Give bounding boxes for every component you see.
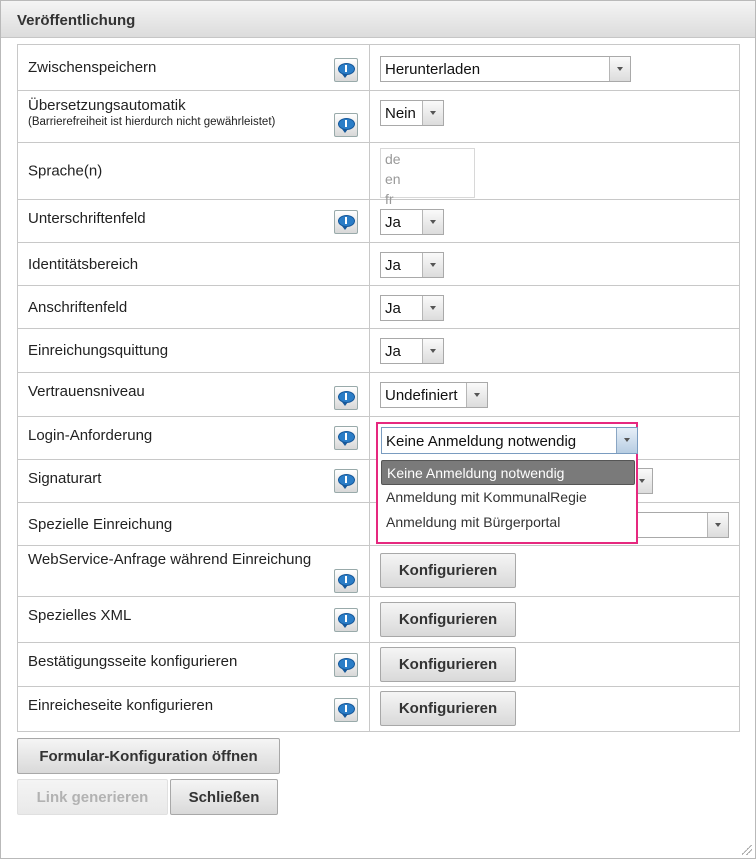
row-label-signature-field: Unterschriftenfeld	[28, 210, 146, 227]
languages-listbox[interactable]	[380, 148, 475, 207]
chevron-down-icon[interactable]	[422, 101, 443, 125]
chevron-down-icon[interactable]	[422, 253, 443, 277]
settings-table	[17, 44, 740, 732]
panel-title: Veröffentlichung	[17, 12, 136, 29]
generate-link-button[interactable]: Link generieren	[17, 779, 168, 815]
table-row	[18, 91, 740, 143]
row-label-webservice-request: WebService-Anfrage während Einreichung	[28, 551, 312, 568]
login-requirement-dropdown	[376, 422, 638, 544]
help-bubble-icon[interactable]	[334, 653, 358, 677]
chevron-down-icon[interactable]	[609, 57, 630, 81]
table-row	[18, 286, 740, 329]
table-row	[18, 243, 740, 286]
help-bubble-icon[interactable]	[334, 698, 358, 722]
login-requirement-select[interactable]: Keine Anmeldung notwendig	[381, 427, 638, 454]
configure-webservice-button[interactable]: Konfigurieren	[380, 553, 516, 588]
row-label-caching: Zwischenspeichern	[28, 59, 157, 76]
chevron-down-icon[interactable]	[422, 210, 443, 234]
address-field-select[interactable]: Ja	[380, 295, 444, 321]
row-label-confirmation-page: Bestätigungsseite konfigurieren	[28, 653, 238, 670]
dropdown-option[interactable]: Keine Anmeldung notwendig	[381, 460, 635, 485]
help-bubble-icon[interactable]	[334, 426, 358, 450]
row-label-special-xml: Spezielles XML	[28, 607, 132, 624]
table-row	[18, 597, 740, 643]
table-row	[18, 329, 740, 373]
chevron-down-icon[interactable]	[707, 513, 728, 537]
resize-grip-icon[interactable]	[742, 845, 752, 855]
list-item[interactable]: en	[385, 171, 401, 187]
chevron-down-icon[interactable]	[466, 383, 487, 407]
configure-xml-button[interactable]: Konfigurieren	[380, 602, 516, 637]
open-form-config-button[interactable]: Formular-Konfiguration öffnen	[17, 738, 280, 774]
row-label-trust-level: Vertrauensniveau	[28, 383, 145, 400]
help-bubble-icon[interactable]	[334, 210, 358, 234]
caching-select[interactable]: Herunterladen	[380, 56, 631, 82]
trust-level-select[interactable]: Undefiniert	[380, 382, 488, 408]
row-label-languages: Sprache(n)	[28, 162, 103, 180]
help-bubble-icon[interactable]	[334, 113, 358, 137]
row-label-special-submission: Spezielle Einreichung	[28, 516, 173, 533]
help-bubble-icon[interactable]	[334, 58, 358, 82]
table-row	[18, 143, 740, 200]
configure-submission-page-button[interactable]: Konfigurieren	[380, 691, 516, 726]
row-sublabel-accessibility: (Barrierefreiheit ist hierdurch nicht gewährleistet)	[28, 116, 276, 128]
row-label-address-field: Anschriftenfeld	[28, 299, 128, 316]
row-label-login-requirement: Login-Anforderung	[28, 427, 153, 444]
close-button[interactable]: Schließen	[170, 779, 278, 815]
table-row	[18, 200, 740, 243]
auto-translation-select[interactable]: Nein	[380, 100, 444, 126]
row-label-submission-receipt: Einreichungsquittung	[28, 342, 169, 359]
help-bubble-icon[interactable]	[334, 569, 358, 593]
help-bubble-icon[interactable]	[334, 386, 358, 410]
help-bubble-icon[interactable]	[334, 469, 358, 493]
submission-receipt-select[interactable]: Ja	[380, 338, 444, 364]
login-requirement-options	[381, 457, 635, 535]
chevron-down-icon[interactable]	[616, 428, 637, 453]
chevron-down-icon[interactable]	[422, 339, 443, 363]
dropdown-option[interactable]: Anmeldung mit KommunalRegie	[386, 489, 587, 505]
dropdown-option[interactable]: Anmeldung mit Bürgerportal	[386, 514, 561, 530]
configure-confirmation-page-button[interactable]: Konfigurieren	[380, 647, 516, 682]
row-label-auto-translation: Übersetzungsautomatik	[28, 97, 186, 114]
table-row	[18, 643, 740, 687]
chevron-down-icon[interactable]	[422, 296, 443, 320]
list-item[interactable]: de	[385, 151, 401, 167]
table-row	[18, 546, 740, 597]
list-item[interactable]: fr	[385, 191, 394, 207]
table-row	[18, 687, 740, 732]
signature-field-select[interactable]: Ja	[380, 209, 444, 235]
table-row	[18, 373, 740, 417]
identity-area-select[interactable]: Ja	[380, 252, 444, 278]
row-label-signature-type: Signaturart	[28, 470, 102, 487]
panel-header	[1, 1, 755, 38]
row-label-submission-page: Einreicheseite konfigurieren	[28, 697, 214, 714]
row-label-identity-area: Identitätsbereich	[28, 256, 139, 273]
table-row	[18, 45, 740, 91]
help-bubble-icon[interactable]	[334, 608, 358, 632]
